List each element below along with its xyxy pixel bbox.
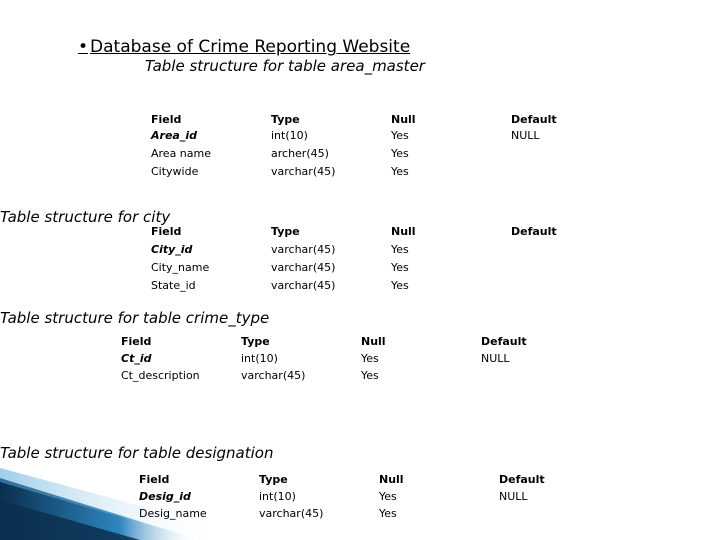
column-header-null: Null [391, 225, 416, 238]
table-cell-default: NULL [511, 129, 540, 142]
table-cell-null: Yes [391, 279, 409, 292]
table-cell-null: Yes [391, 147, 409, 160]
table-cell-type: varchar(45) [271, 243, 336, 256]
table-cell-field: Ct_description [121, 369, 200, 382]
column-header-null: Null [391, 113, 416, 126]
table-cell-type: int(10) [241, 352, 278, 365]
table-cell-field: Area name [151, 147, 212, 160]
table-cell-type: archer(45) [271, 147, 329, 160]
column-header-default: Default [511, 225, 557, 238]
column-header-default: Default [481, 335, 527, 348]
table-cell-field: City_id [151, 243, 193, 256]
column-header-field: Field [139, 473, 170, 486]
bullet-icon: • [78, 37, 89, 57]
table-cell-field: State_id [151, 279, 196, 292]
table-cell-field: Citywide [151, 165, 199, 178]
column-header-type: Type [271, 225, 300, 238]
table-cell-type: int(10) [259, 490, 296, 503]
column-header-field: Field [151, 225, 182, 238]
section-title-crime-type: Table structure for table crime_type [0, 309, 270, 327]
table-cell-type: int(10) [271, 129, 308, 142]
table-cell-type: varchar(45) [271, 261, 336, 274]
table-cell-default: NULL [499, 490, 528, 503]
table-cell-null: Yes [391, 261, 409, 274]
column-header-default: Default [499, 473, 545, 486]
column-header-field: Field [121, 335, 152, 348]
column-header-null: Null [379, 473, 404, 486]
decorative-swoosh-graphic [0, 460, 260, 540]
table-cell-field: City_name [151, 261, 210, 274]
column-header-null: Null [361, 335, 386, 348]
column-header-type: Type [241, 335, 270, 348]
table-cell-null: Yes [379, 490, 397, 503]
column-header-type: Type [259, 473, 288, 486]
table-cell-field: Ct_id [121, 352, 152, 365]
table-cell-type: varchar(45) [259, 507, 324, 520]
table-cell-field: Desig_id [139, 490, 191, 503]
table-cell-type: varchar(45) [271, 279, 336, 292]
table-cell-field: Desig_name [139, 507, 207, 520]
column-header-field: Field [151, 113, 182, 126]
table-cell-null: Yes [379, 507, 397, 520]
section-title-city: Table structure for city [0, 208, 171, 226]
page-title-text: Database of Crime Reporting Website [90, 37, 411, 57]
table-cell-null: Yes [391, 243, 409, 256]
section-title-area-master: Table structure for table area_master [145, 57, 425, 75]
table-cell-null: Yes [361, 352, 379, 365]
table-cell-null: Yes [361, 369, 379, 382]
page-title [78, 37, 410, 57]
table-cell-field: Area_id [151, 129, 197, 142]
column-header-type: Type [271, 113, 300, 126]
table-cell-type: varchar(45) [241, 369, 306, 382]
table-cell-null: Yes [391, 165, 409, 178]
table-cell-type: varchar(45) [271, 165, 336, 178]
table-cell-null: Yes [391, 129, 409, 142]
column-header-default: Default [511, 113, 557, 126]
section-title-designation: Table structure for table designation [0, 444, 274, 462]
table-cell-default: NULL [481, 352, 510, 365]
